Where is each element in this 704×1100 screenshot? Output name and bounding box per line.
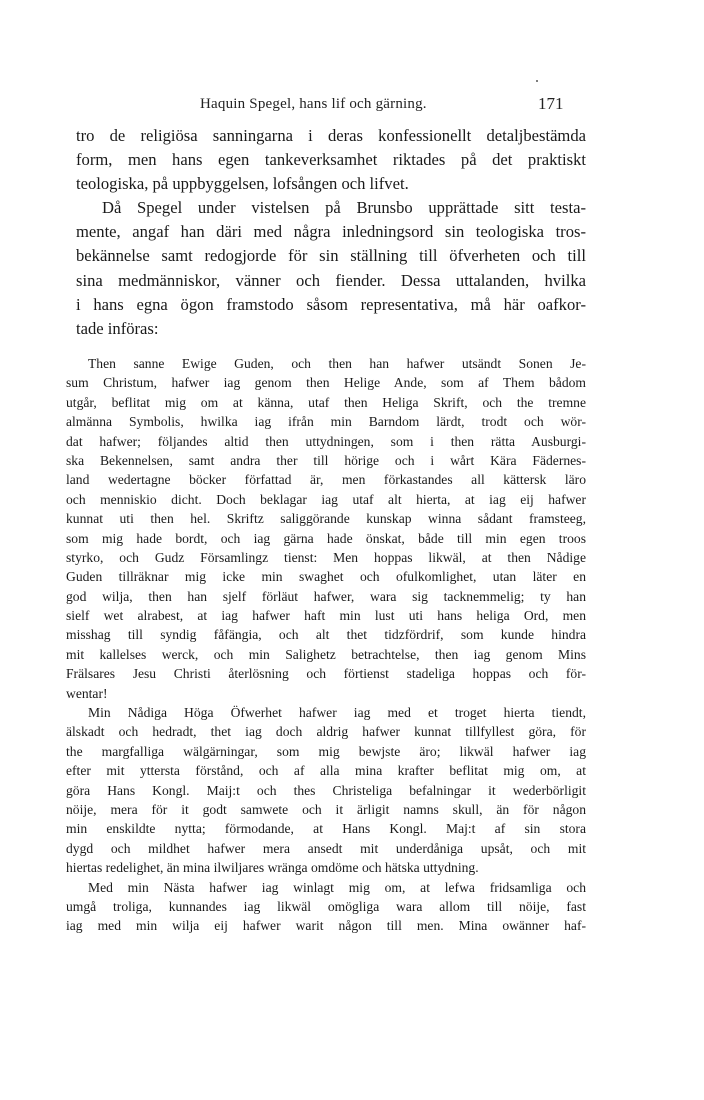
text-line: form, men hans egen tankeverksamhet riktades på det praktiskt xyxy=(76,150,586,170)
quote-line: hiertas redelighet, än mina ilwiljares wränga omdöme och hätska uttydning. xyxy=(66,860,479,876)
quote-line: god wilja, then han sjelf förläut hafwer, wara sig tacknemmelig; ty han xyxy=(66,588,586,604)
quote-line: nöije, mera för it godt samwete och it ärligit namns skull, än för någon xyxy=(66,801,586,817)
quote-line: Frälsares Jesu Christi återlösning och förtienst stadeliga hoppas och för- xyxy=(66,666,586,682)
text-line: Då Spegel under vistelsen på Brunsbo upprättade sitt testa- xyxy=(102,198,586,218)
quote-line: mit kallelses werck, och min Salighetz betrachtelse, then iag genom Mins xyxy=(66,646,586,662)
quote-line: the margfalliga wälgärningar, som mig bewjste äro; likwäl hafwer iag xyxy=(66,743,586,759)
quote-line: wentar! xyxy=(66,685,108,701)
quote-line: Guden tillräknar mig icke min swaghet och ofulkomlighet, utan läter en xyxy=(66,569,586,585)
quote-line: almänna Symbolis, hwilka iag ifrån min Barndom lärdt, trodt och wör- xyxy=(66,414,586,430)
text-line: tade införas: xyxy=(76,318,159,338)
quote-line: misshag till syndig fåfängia, och alt thet tidzfördrif, som kunde hindra xyxy=(66,627,586,643)
quote-line: Then sanne Ewige Guden, och then han hafwer utsändt Sonen Je- xyxy=(88,356,586,371)
quote-line: och menniskio dicht. Doch beklagar iag utaf alt hierta, at iag eij hafwer xyxy=(66,491,586,507)
quote-line: iag med min wilja eij hafwer warit någon till men. Mina owänner haf- xyxy=(66,918,586,934)
quote-line: min enskildte nytta; förmodande, at Hans Kongl. Maj:t af sin stora xyxy=(66,821,586,837)
text-line: tro de religiösa sanningarna i deras konfessionellt detaljbestämda xyxy=(76,126,586,145)
quote-line: ska Bekennelsen, samt andra ther till hörige och i wårt Kära Fädernes- xyxy=(66,452,586,468)
quote-line: efter mit yttersta förstånd, och af alla mina krafter beflitat mig om, at xyxy=(66,763,586,779)
quote-line: sum Christum, hafwer iag genom then Helige Ande, som af Them bådom xyxy=(66,375,586,391)
quote-line: som mig hade bordt, och iag gärna hade önskat, både till min egen troos xyxy=(66,530,586,546)
quote-line: umgå troliga, kunnandes iag likwäl omögliga wara allom till nöije, fast xyxy=(66,898,586,914)
testament-quote xyxy=(66,354,586,936)
page-number: 171 xyxy=(538,94,564,113)
quote-line: styrko, och Gudz Församlingz tienst: Men hoppas likwäl, at then Nådige xyxy=(66,549,586,565)
quote-line: land wedertagne böcker författad är, men förkastandes all kättersk läro xyxy=(66,472,586,488)
text-line: bekännelse samt redogjorde för sin ställning till öfverheten och till xyxy=(76,246,586,266)
quote-line: dat hafwer; följandes altid then uttydningen, som i then rätta Ausburgi- xyxy=(66,433,586,449)
text-line: sina medmänniskor, vänner och fiender. Dessa uttalanden, hvilka xyxy=(76,270,586,290)
quote-line: sielf wet alrabest, at iag hafwer haft min lust uti hans heliga Ord, men xyxy=(66,608,586,624)
running-head: Haquin Spegel, hans lif och gärning. xyxy=(200,96,427,112)
print-speck xyxy=(536,80,538,82)
text-line: mente, angaf han däri med några inledningsord sin teologiska tros- xyxy=(76,222,586,242)
quote-line: Min Nådiga Höga Öfwerhet hafwer iag med et troget hierta tiendt, xyxy=(88,705,586,721)
quote-line: utgår, beflitat mig om at känna, utaf then Heliga Skrift, och the tremne xyxy=(66,394,586,410)
text-line: teologiska, på uppbyggelsen, lofsången och lifvet. xyxy=(76,174,409,194)
main-text xyxy=(76,124,586,341)
quote-line: kunnat uti then hel. Skriftz saliggörande kunskap winna sådant framsteeg, xyxy=(66,511,586,527)
quote-line: Med min Nästa hafwer iag winlagt mig om, at lefwa fridsamliga och xyxy=(88,879,586,895)
quote-line: göra Hans Kongl. Maij:t och thes Christeliga befalningar it wederbörligit xyxy=(66,782,586,798)
quote-line: älskadt och hedradt, thet iag doch aldrig hafwer kunnat tillfyllest göra, för xyxy=(66,724,586,740)
quote-line: dygd och mildhet hafwer mera ansedt mit underdåniga upsåt, och mit xyxy=(66,840,586,856)
text-line: i hans egna ögon framstodo såsom representativa, må här oafkor- xyxy=(76,294,586,314)
